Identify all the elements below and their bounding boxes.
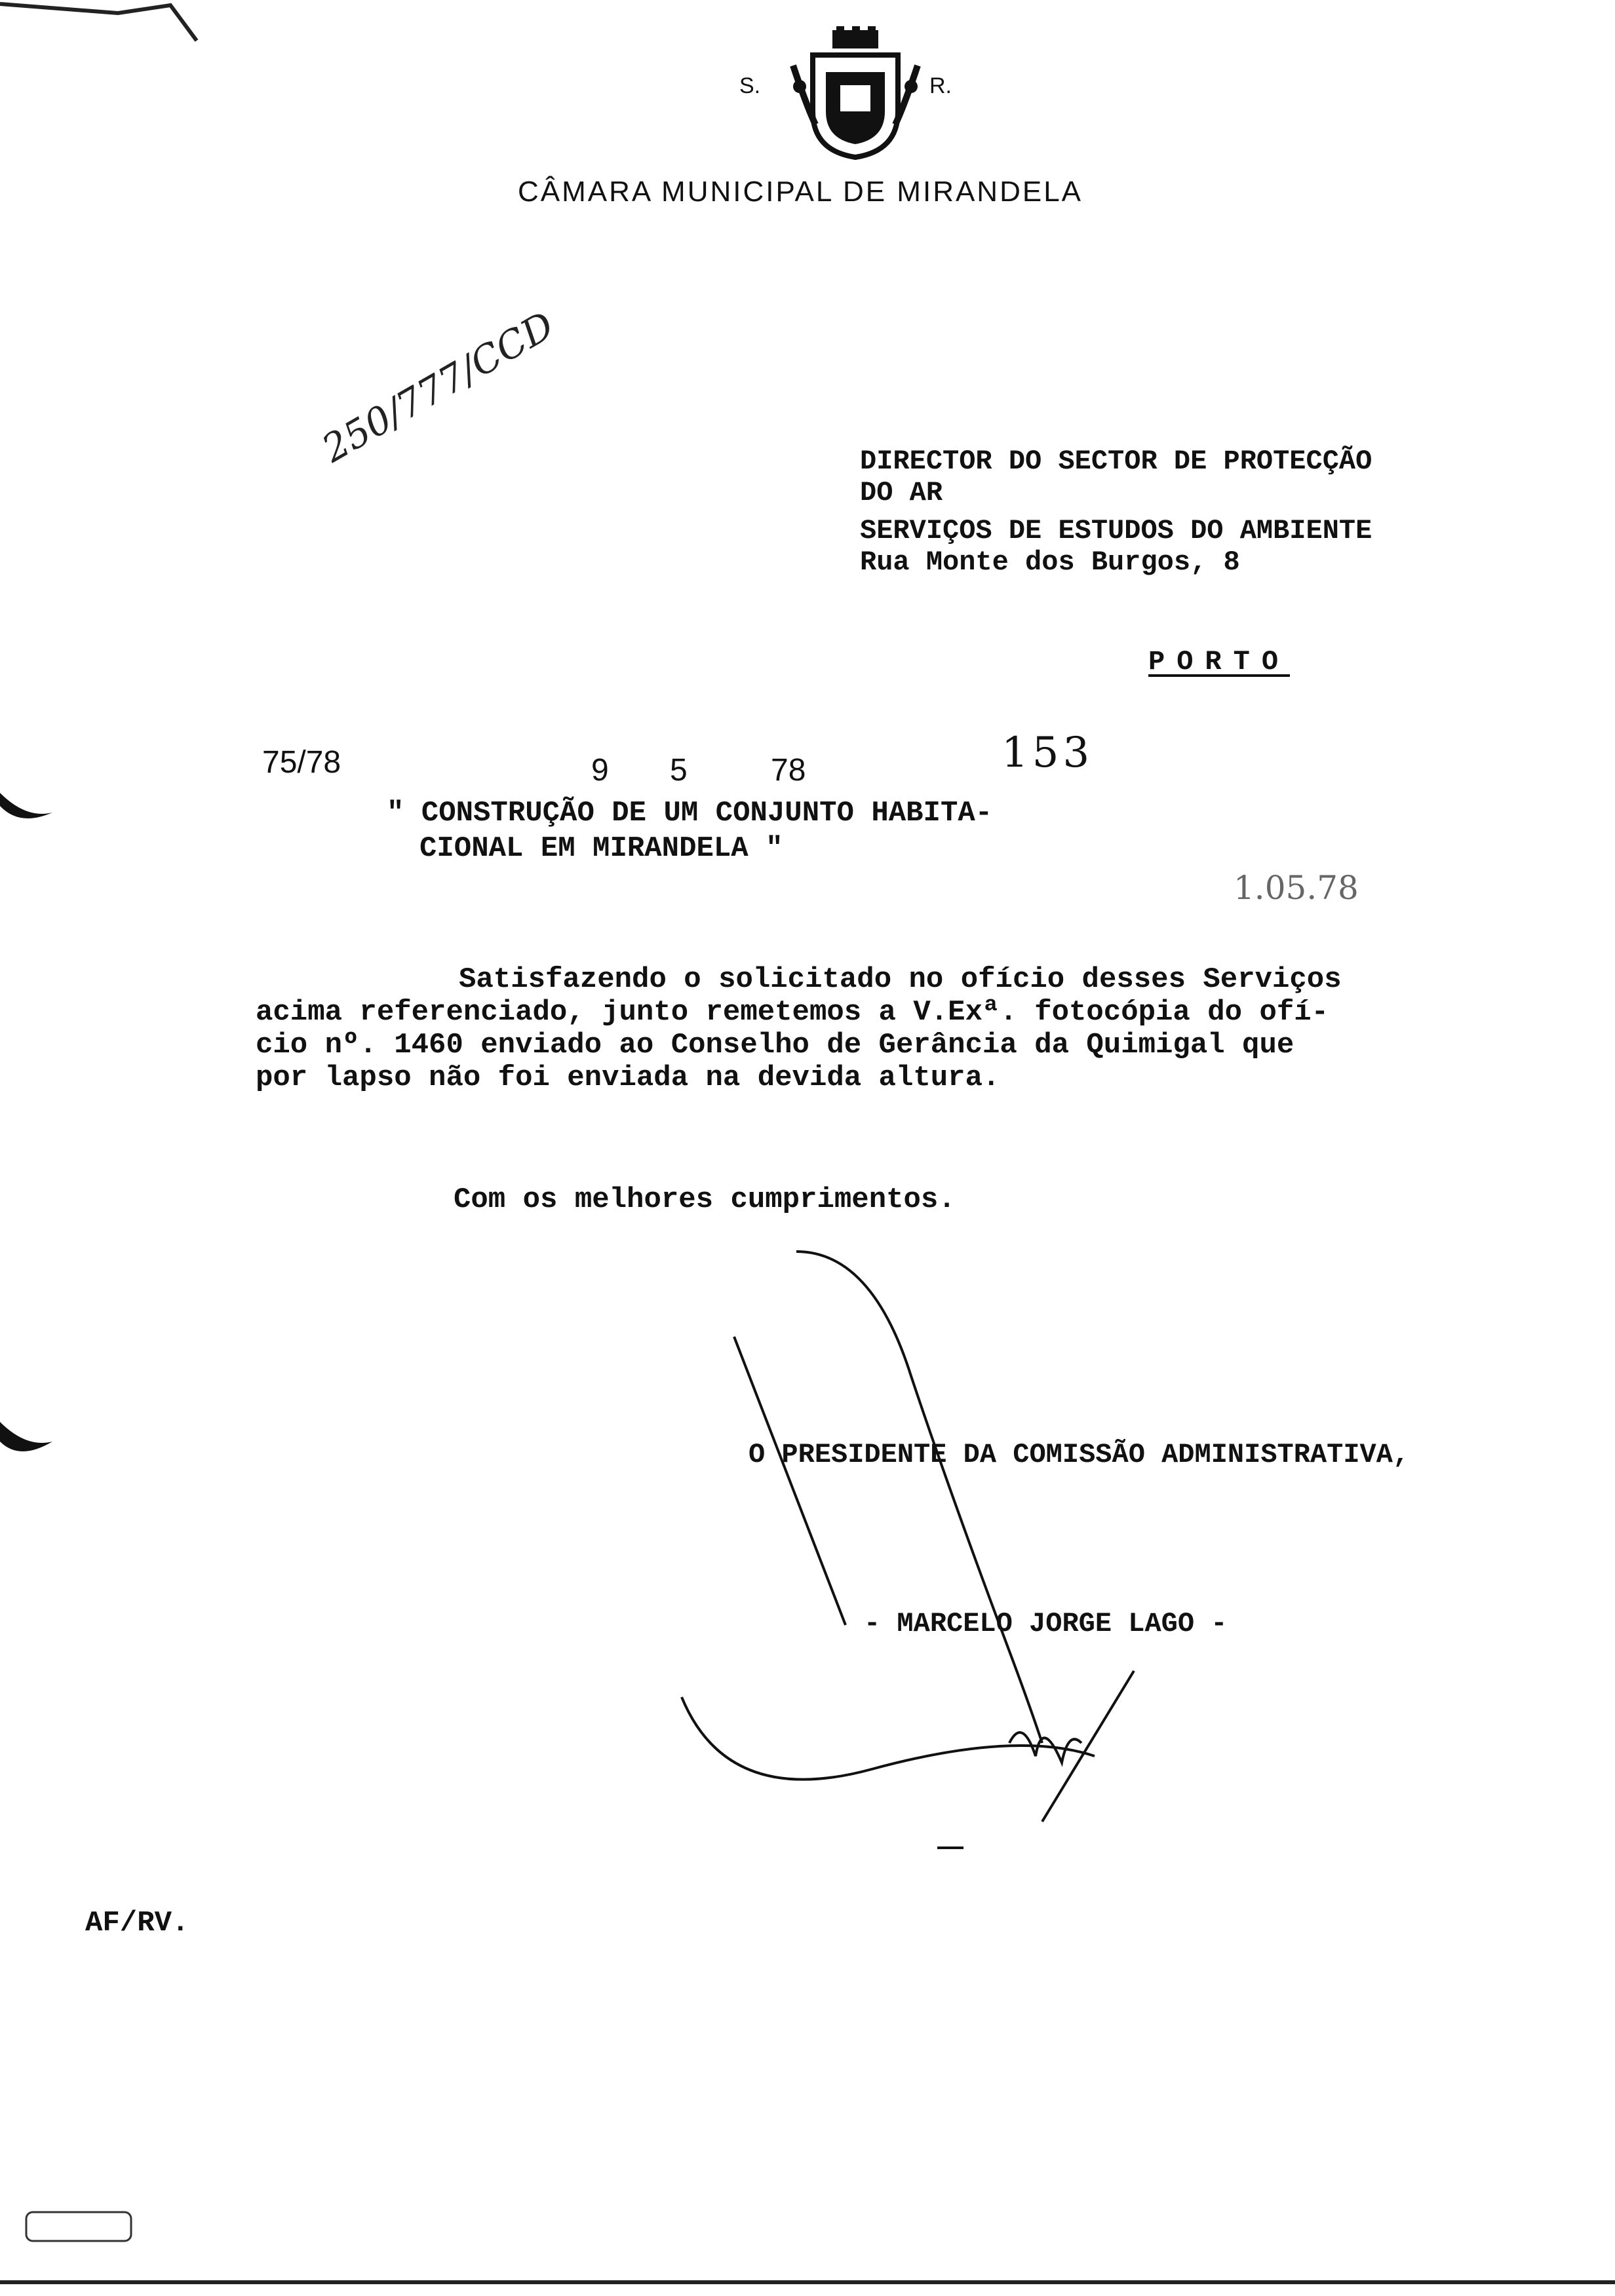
body-line-1: Satisfazendo o solicitado no ofício desses Serviços	[459, 963, 1342, 996]
typist-initials: AF/RV.	[85, 1907, 189, 1940]
municipality-name: CÂMARA MUNICIPAL DE MIRANDELA	[518, 176, 1083, 208]
subject-line-1: " CONSTRUÇÃO DE UM CONJUNTO HABITA-	[387, 797, 993, 830]
body-line-3: cio nº. 1460 enviado ao Conselho de Gerância da Quimigal que	[256, 1029, 1294, 1062]
handwritten-reference: 250/777/CCD	[315, 303, 562, 471]
addressee-street: Rua Monte dos Burgos, 8	[860, 546, 1240, 578]
registry-stamp-number: 153	[1002, 729, 1094, 777]
reference-number: 75/78	[262, 745, 341, 780]
body-line-2: acima referenciado, junto remetemos a V.Exª. fotocópia do ofí-	[256, 996, 1329, 1029]
signatory-title: O PRESIDENTE DA COMISSÃO ADMINISTRATIVA,	[749, 1439, 1410, 1470]
date-day: 9	[591, 753, 609, 788]
body-line-4: por lapso não foi enviada na devida altura.	[256, 1062, 1000, 1094]
date-month: 5	[670, 753, 688, 788]
registry-stamp-date: 1.05.78	[1234, 869, 1359, 907]
addressee-line-1: DIRECTOR DO SECTOR DE PROTECÇÃO	[860, 446, 1372, 477]
subject-line-2: CIONAL EM MIRANDELA "	[419, 832, 783, 865]
signatory-name: - MARCELO JORGE LAGO -	[864, 1608, 1228, 1639]
addressee-line-2: DO AR	[860, 477, 943, 508]
header-r-mark: R.	[929, 73, 952, 98]
municipal-coat-of-arms-icon	[787, 26, 924, 161]
header-s-mark: S.	[739, 73, 761, 98]
date-year: 78	[771, 753, 806, 788]
addressee-city: PORTO	[1148, 646, 1291, 678]
handwritten-signature	[675, 1245, 1147, 1874]
closing-salutation: Com os melhores cumprimentos.	[454, 1183, 956, 1216]
addressee-line-3: SERVIÇOS DE ESTUDOS DO AMBIENTE	[860, 515, 1372, 546]
